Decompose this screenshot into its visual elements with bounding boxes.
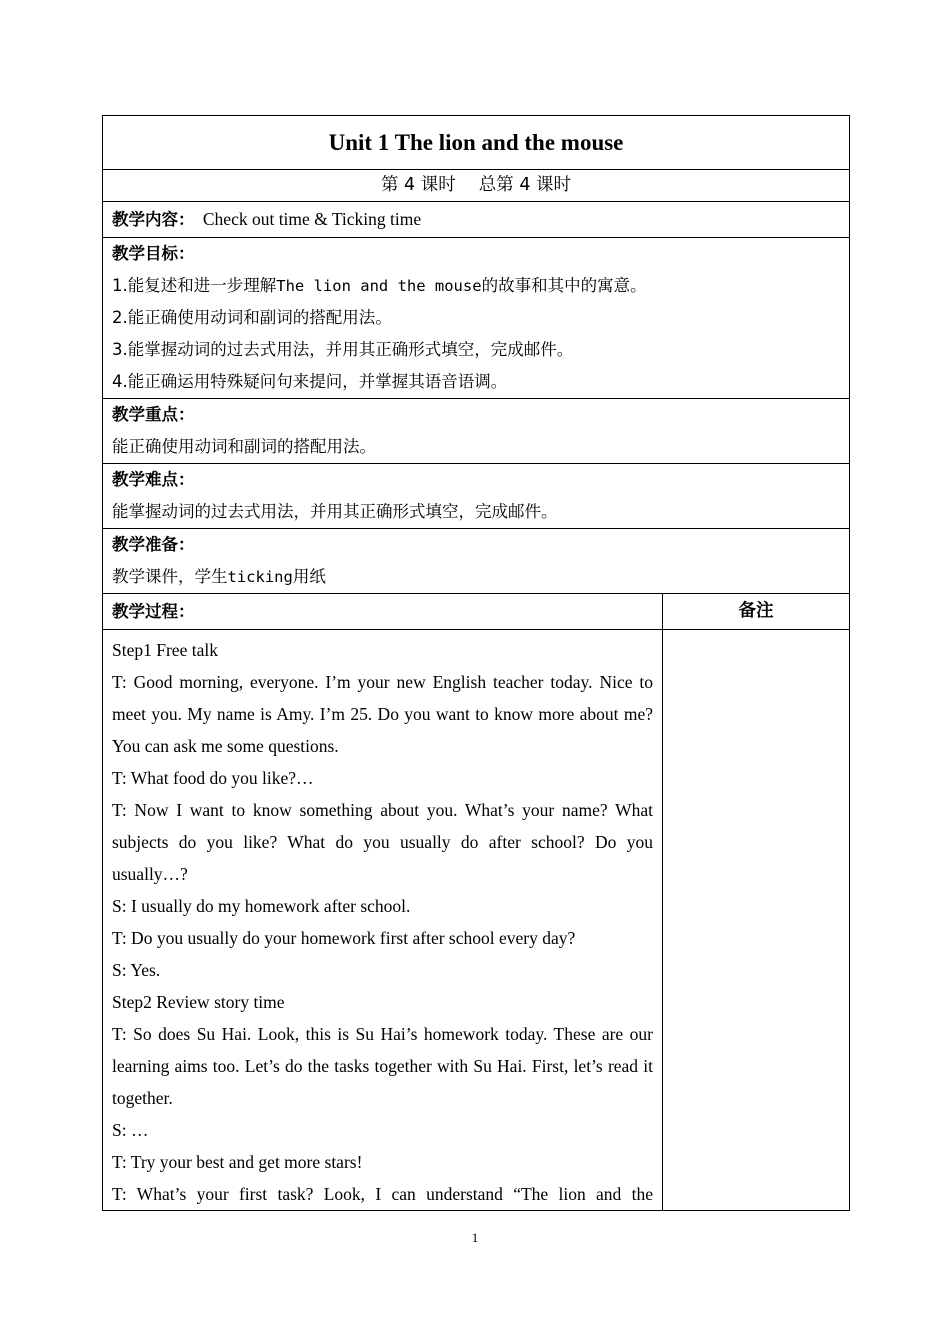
difficulties-label: 教学难点： [112, 470, 195, 489]
process-body-row [103, 630, 850, 1211]
process-paragraph: S: I usually do my homework after school. [112, 896, 411, 916]
notes-label: 备注 [663, 594, 850, 630]
title-row [103, 116, 850, 170]
process-paragraph: T: Do you usually do your homework first after school every day? [112, 928, 576, 948]
objective-item-4: 4.能正确运用特殊疑问句来提问，并掌握其语音语调。 [112, 372, 508, 391]
process-paragraph: T: Good morning, everyone. I’m your new English teacher today. Nice to meet you. My name is Amy. I’m 25. Do you want to know more about me? You can ask me some questions. [112, 672, 653, 756]
key-points-label: 教学重点： [112, 405, 195, 424]
preparation-label: 教学准备： [112, 535, 195, 554]
preparation-text: 教学课件，学生ticking用纸 [112, 567, 326, 586]
page-number: 1 [471, 1230, 479, 1245]
process-paragraph: T: Try your best and get more stars! [112, 1152, 363, 1172]
process-paragraph: S: … [112, 1120, 149, 1140]
lesson-period: 第 4 课时 总第 4 课时 [103, 170, 850, 202]
objective-item-1: 1.能复述和进一步理解The lion and the mouse的故事和其中的寓意。 [112, 276, 647, 295]
difficulties-row [103, 464, 850, 529]
process-paragraph: T: Now I want to know something about you. What’s your name? What subjects do you like? What do you usually do after school? Do you usually…? [112, 800, 653, 884]
content-label: 教学内容： [112, 210, 195, 229]
notes-column [663, 630, 850, 1211]
process-content [103, 630, 663, 1211]
process-paragraph: S: Yes. [112, 960, 161, 980]
process-paragraph: T: What food do you like?… [112, 768, 314, 788]
process-paragraph: Step1 Free talk [112, 640, 218, 660]
period-row [103, 170, 850, 202]
process-header-row [103, 594, 850, 630]
preparation-row [103, 529, 850, 594]
key-points-text: 能正确使用动词和副词的搭配用法。 [112, 437, 376, 456]
process-label: 教学过程： [112, 602, 195, 621]
process-paragraph: T: So does Su Hai. Look, this is Su Hai’s homework today. These are our learning aims too. Let’s do the tasks together with Su Hai. First, let’s read it together. [112, 1024, 653, 1108]
process-paragraph: Step2 Review story time [112, 992, 285, 1012]
process-paragraph: T: What’s your first task? Look, I can understand “The lion and the [112, 1184, 653, 1204]
objectives-label: 教学目标： [112, 244, 195, 263]
objective-item-2: 2.能正确使用动词和副词的搭配用法。 [112, 308, 392, 327]
lesson-plan-table [102, 115, 850, 1211]
key-points-row [103, 399, 850, 464]
content-row [103, 202, 850, 238]
lesson-title: Unit 1 The lion and the mouse [103, 116, 850, 170]
content-value: Check out time & Ticking time [202, 209, 422, 229]
difficulties-text: 能掌握动词的过去式用法，并用其正确形式填空，完成邮件。 [112, 502, 558, 521]
objective-item-3: 3.能掌握动词的过去式用法，并用其正确形式填空，完成邮件。 [112, 340, 574, 359]
objectives-row [103, 238, 850, 399]
